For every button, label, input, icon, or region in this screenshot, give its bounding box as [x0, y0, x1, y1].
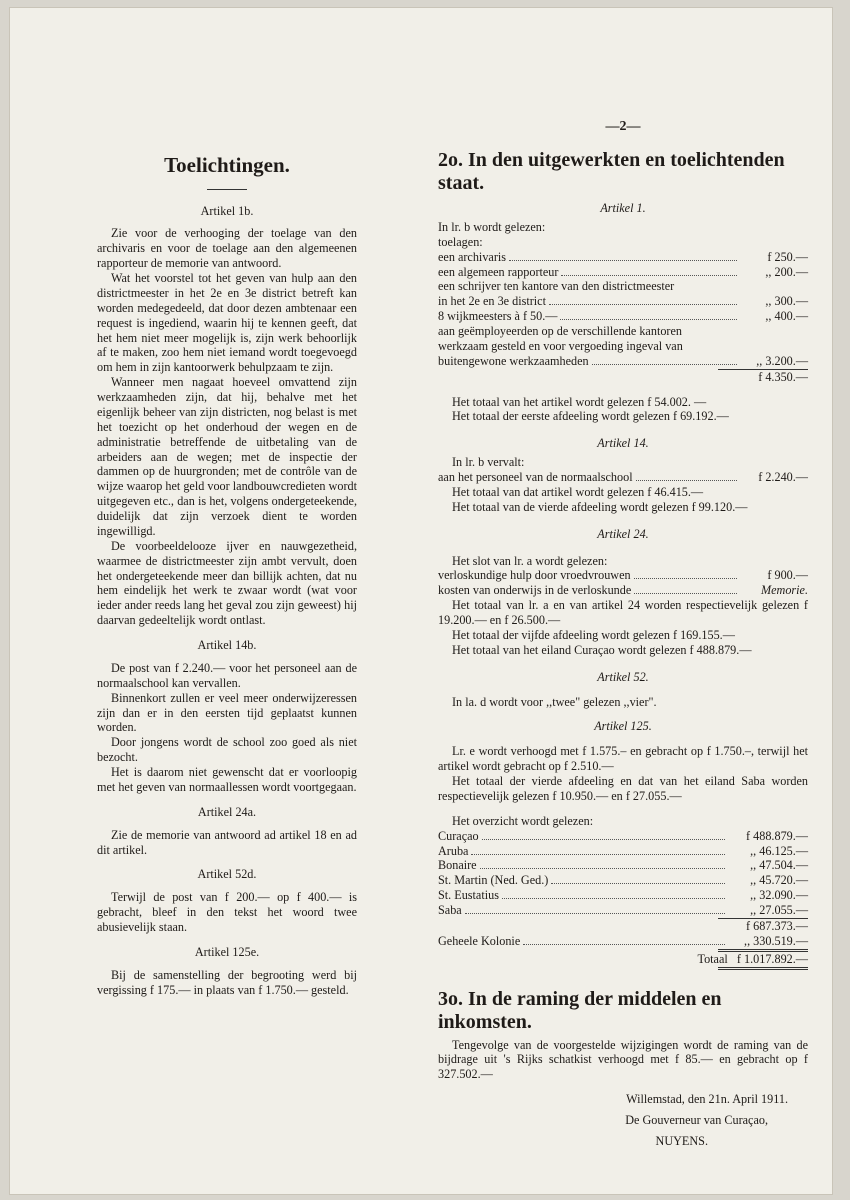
governor-name: NUYENS. [655, 1133, 708, 1148]
art1-clerk-line: een schrijver ten kantore van den districtmeester [438, 279, 675, 294]
section-heading-2o: 2o. In den uitgewerkten en toelichtenden staat. [438, 149, 785, 195]
art1-row: 8 wijkmeesters à f 50.— ,, 400.— [438, 309, 808, 324]
page-number: —2— [605, 119, 641, 134]
paragraph: Bij de samenstelling der begrooting werd bij vergissing f 175.— in plaats van f 1.750.— gesteld. [97, 967, 357, 997]
art52-heading: Artikel 52. [597, 669, 649, 684]
art1-toelagen: toelagen: [438, 234, 483, 249]
grand-total: Totaal f 1.017.892.— [697, 951, 808, 966]
art1-total: Het totaal der eerste afdeeling wordt gelezen f 69.192.— [452, 409, 729, 424]
art125-heading: Artikel 125. [594, 719, 652, 734]
article-heading: Artikel 14b. [197, 638, 257, 653]
art24-row: kosten van onderwijs in de verloskunde Memorie. [438, 583, 808, 598]
island-row: Bonaire ,, 47.504.— [438, 858, 808, 873]
article-heading: Artikel 125e. [194, 944, 260, 959]
art1-row: een algemeen rapporteur ,, 200.— [438, 264, 808, 279]
island-row: Saba ,, 27.055.— [438, 903, 808, 918]
paragraph: De post van f 2.240.— voor het personeel aan de normaalschool kan vervallen. [97, 660, 357, 690]
overview-intro: Het overzicht wordt gelezen: [452, 813, 594, 828]
art14-row: aan het personeel van de normaalschool f 2.240.— [438, 470, 808, 485]
paragraph: Zie de memorie van antwoord ad artikel 18 en ad dit artikel. [97, 827, 357, 857]
art1-subtotal: f 4.350.— [758, 369, 808, 384]
left-sections [97, 204, 357, 998]
paragraph: Terwijl de post van f 200.— op f 400.— is gebracht, bleef in den tekst het woord twee abusievelijk staan. [97, 890, 357, 935]
art1-row: een archivaris f 250.— [438, 249, 808, 264]
art1-extra-line: werkzaam gesteld en voor vergoeding ingeval van [438, 338, 683, 353]
art52-text: In la. d wordt voor ,,twee" gelezen ,,vier". [452, 694, 657, 709]
art1-intro: In lr. b wordt gelezen: [438, 219, 546, 234]
art24-total: Het totaal der vijfde afdeeling wordt gelezen f 169.155.— [452, 627, 735, 642]
art24-total: Het totaal van het eiland Curaçao wordt gelezen f 488.879.— [452, 642, 752, 657]
art125-para: Het totaal der vierde afdeeling en dat van het eiland Saba worden respectievelijk gelezen f 10.950.— en f 27.055.— [438, 774, 808, 803]
art24-intro: Het slot van lr. a wordt gelezen: [452, 553, 608, 568]
art14-total: Het totaal van dat artikel wordt gelezen f 46.415.— [452, 484, 704, 499]
section-heading-3o: 3o. In de raming der middelen en inkomsten. [438, 987, 722, 1033]
island-row: St. Eustatius ,, 32.090.— [438, 888, 808, 903]
article-heading: Artikel 24a. [197, 804, 257, 819]
art125-para: Lr. e wordt verhoogd met f 1.575.– en gebracht op f 1.750.–, terwijl het artikel wordt gebracht op f 2.510.— [438, 744, 808, 774]
art1-heading: Artikel 1. [600, 201, 646, 216]
art1-row: in het 2e en 3e district ,, 300.— [438, 294, 808, 309]
art14-heading: Artikel 14. [597, 436, 649, 451]
paragraph: Binnenkort zullen er veel meer onderwijzeressen zijn dan er in den eersten tijd geplaatst kunnen worden. [97, 690, 357, 735]
closing-para: Tengevolge van de voorgestelde wijzigingen wordt de raming van de bijdrage uit 's Rijks schatkist verhoogd met f 85.— en gebracht op f 327.502.— [438, 1037, 808, 1082]
art24-para: Het totaal van lr. a en van artikel 24 worden respectievelijk gelezen f 19.200.— en f 26.500.— [438, 598, 808, 628]
title-rule [207, 189, 247, 190]
art24-row: verloskundige hulp door vroedvrouwen f 900.— [438, 568, 808, 583]
kolonie-row: Geheele Kolonie ,, 330.519.— [438, 933, 808, 948]
island-row: Curaçao f 488.879.— [438, 828, 808, 843]
place-date: Willemstad, den 21n. April 1911. [626, 1092, 788, 1107]
art1-extra-line: aan geëmployeerden op de verschillende kantoren [438, 324, 682, 339]
governor-title: De Gouverneur van Curaçao, [625, 1113, 768, 1128]
document-page [10, 8, 832, 1194]
paragraph: Door jongens wordt de school zoo goed als niet bezocht. [97, 735, 357, 765]
island-row: St. Martin (Ned. Ged.) ,, 45.720.— [438, 873, 808, 888]
paragraph: Wanneer men nagaat hoeveel omvattend zijn werkzaamheden zijn, dat hij, behalve met het eigenlijk beheer van zijn districten, nog belast is met het toezicht op het onderhoud der wegen en de administratie betreffende de uitbetaling van de arbeiders aan de wegen; met de inspectie der dammen op de huurgronden; met de contrôle van de wijze waarop het geld voor landbouwcredieten wordt uitgegeven etc., dan is het, volgens ondergeteekende, duidelijk dat zijn verzoek dient te worden ingewilligd. [97, 375, 357, 538]
art1-row: buitengewone werkzaamheden ,, 3.200.— [438, 353, 808, 368]
article-heading: Artikel 52d. [197, 867, 257, 882]
paragraph: Het is daarom niet gewenscht dat er voorloopig met het geven van normaallessen wordt voortgegaan. [97, 765, 357, 794]
paragraph: Zie voor de verhooging der toelage van den archivaris en voor de toelage aan den algemeenen rapporteur de memorie van antwoord. [97, 226, 357, 271]
island-list [438, 829, 808, 918]
art1-total: Het totaal van het artikel wordt gelezen f 54.002. — [452, 394, 707, 409]
art14-total: Het totaal van de vierde afdeeling wordt gelezen f 99.120.— [452, 499, 748, 514]
paragraph: De voorbeeldelooze ijver en nauwgezetheid, waarmee de districtmeester zijn ambt vervult, doen het ondergeteekende meer dan billijk achten, dat nu hem eindelijk het werk te zwaar wordt (wat voor ieder ander reeds lang het geval zou zijn geweest) hij daarvan gedeeltelijk wordt ontlast. [97, 538, 357, 628]
right-column [438, 118, 808, 1149]
island-row: Aruba ,, 46.125.— [438, 843, 808, 858]
paragraph: Wat het voorstel tot het geven van hulp aan den districtmeester in het 2e en 3e district betreft kan worden medegedeeld, dat door dezen ambtenaar een request is ingediend, waarin hij te kennen geeft, dat het hem niet meer mogelijk is, zijn werk behoorlijk af te maken, zoo hem niet iemand wordt toegevoegd om hem in zijn kantoorwerk behulpzaam te zijn. [97, 271, 357, 375]
left-title: Toelichtingen. [164, 153, 290, 177]
islands-sum: f 687.373.— [746, 918, 808, 933]
article-heading: Artikel 1b. [200, 203, 254, 218]
art14-intro: In lr. b vervalt: [452, 455, 525, 470]
left-column [97, 153, 357, 998]
art24-heading: Artikel 24. [597, 526, 649, 541]
total-rule [718, 967, 808, 970]
